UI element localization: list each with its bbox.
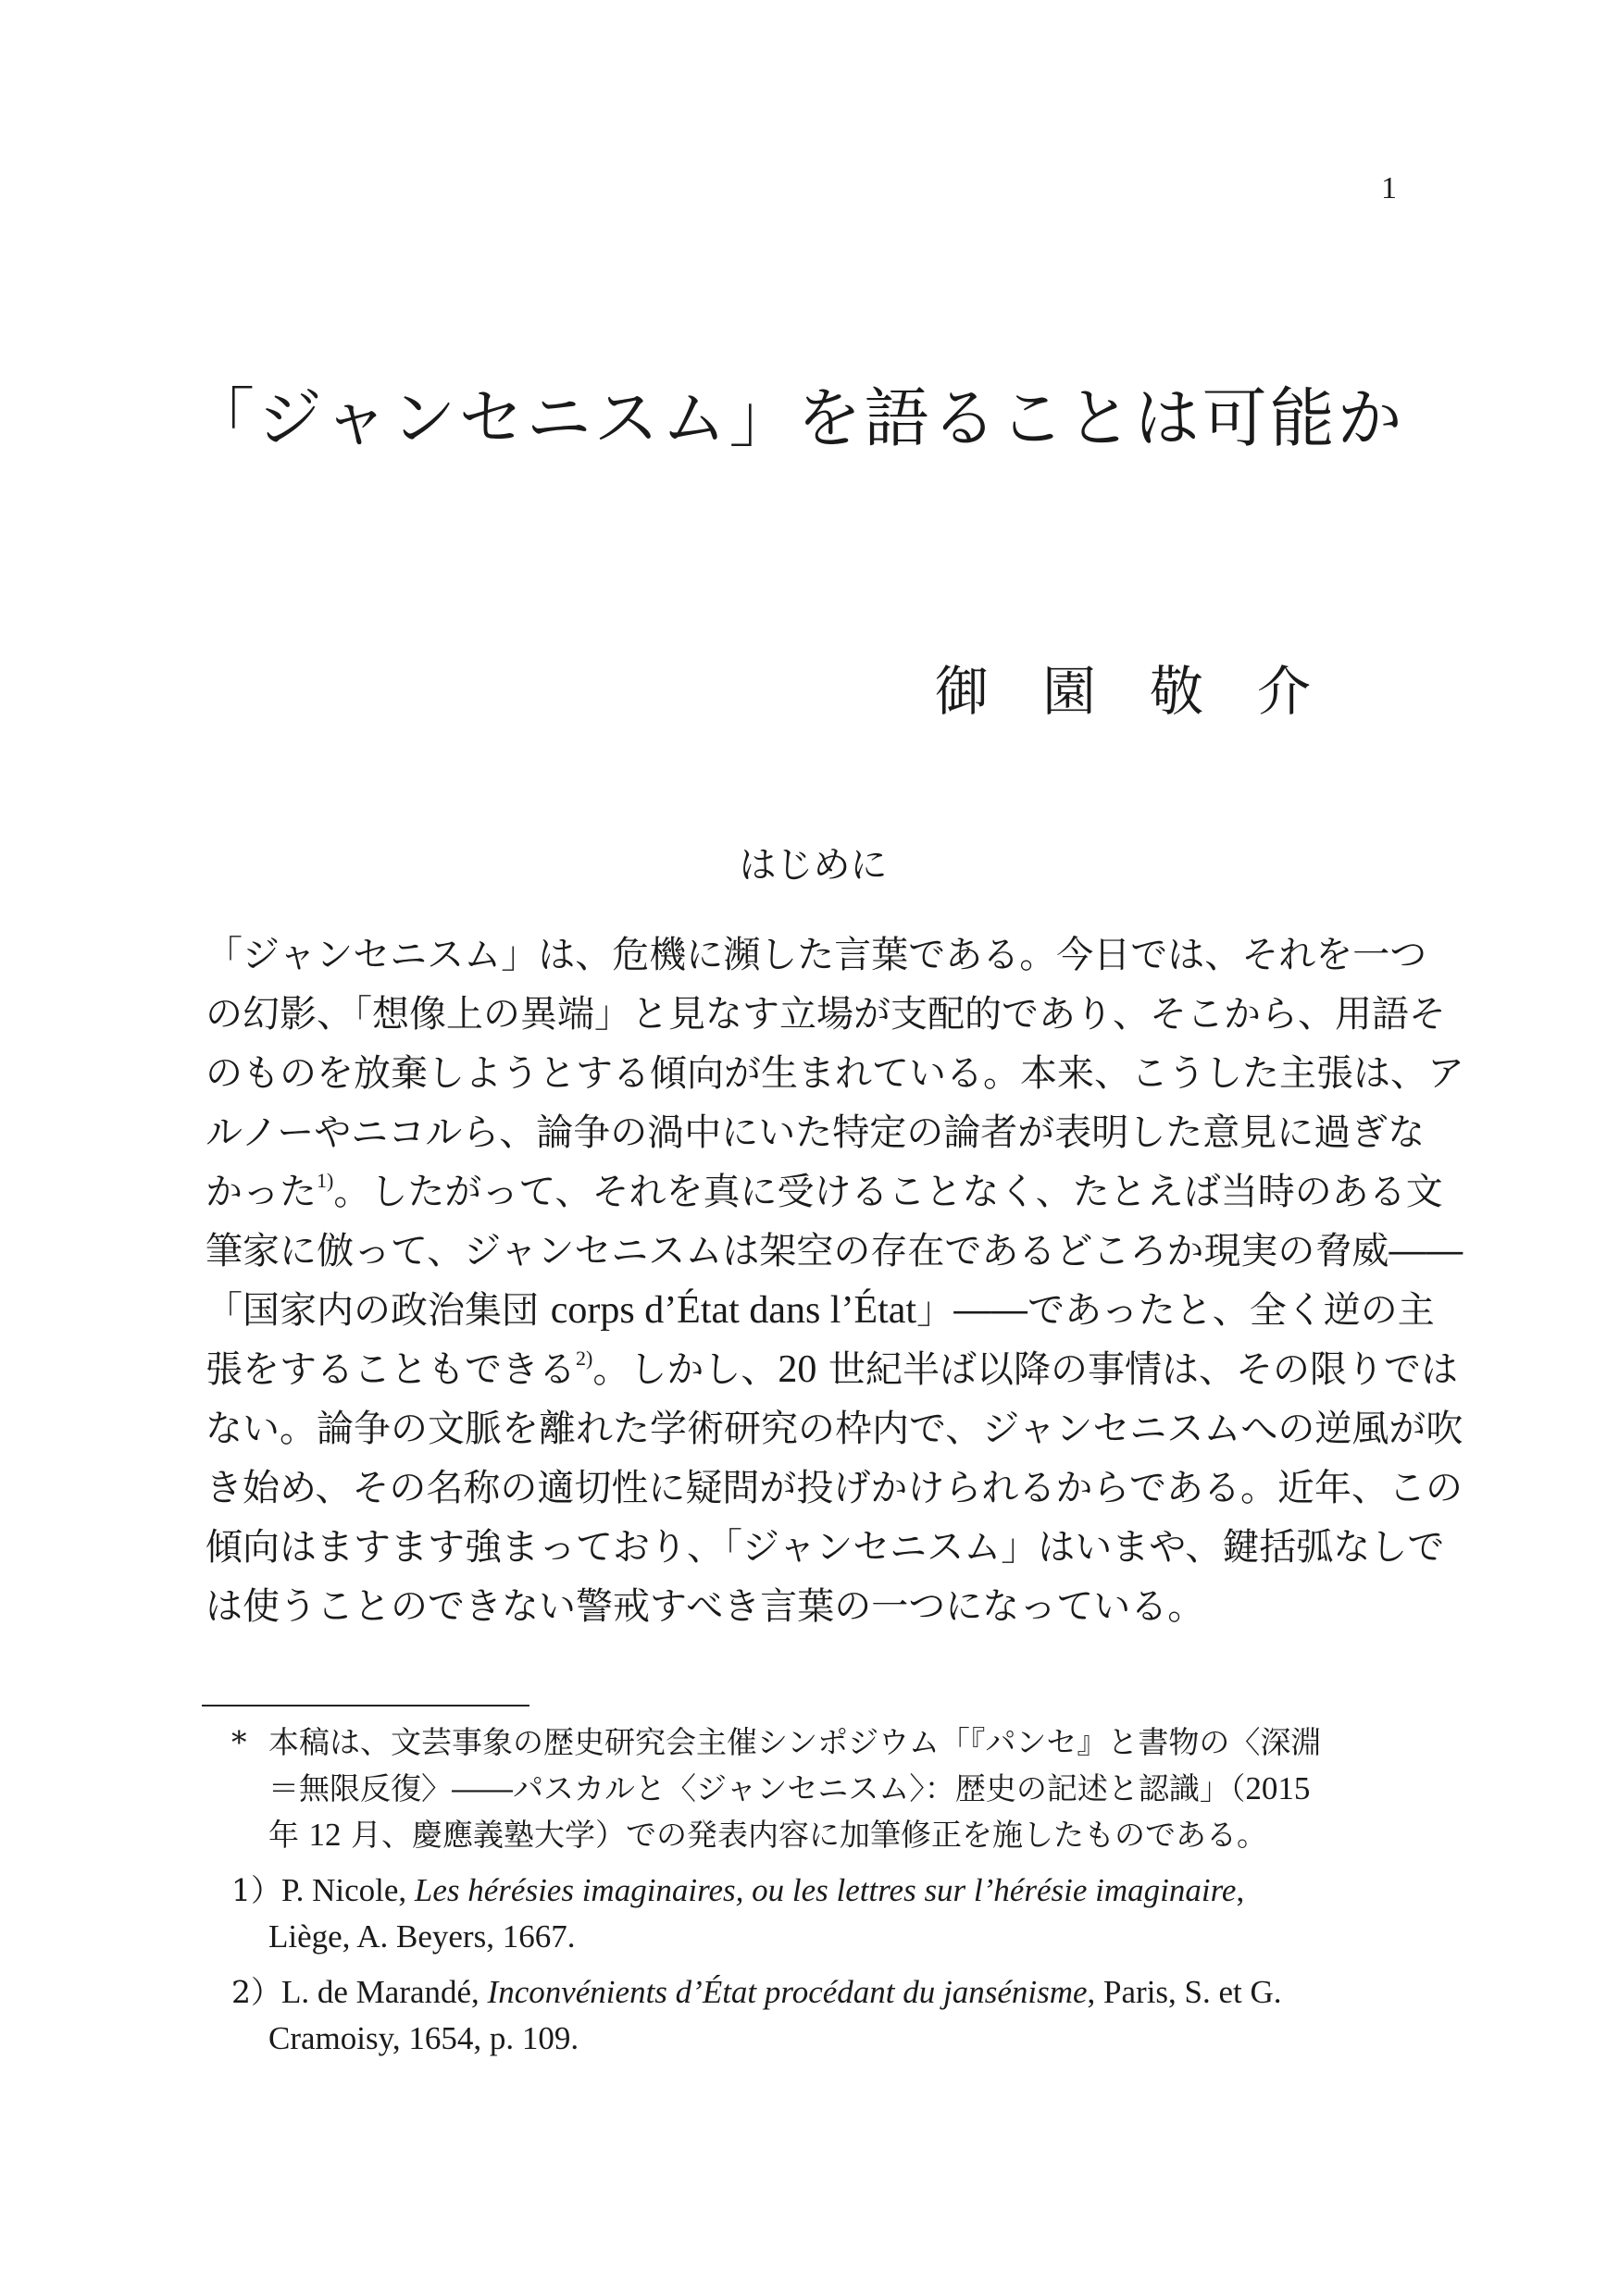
reference-author: P. Nicole, xyxy=(281,1872,415,1908)
author-name: 御園敬介 xyxy=(935,660,1365,723)
footnote-2-mark: 2） xyxy=(231,1974,281,2010)
footnote-star-mark: * xyxy=(231,1724,247,1760)
body-text-segment: 「国家内の政治集団 xyxy=(205,1289,551,1332)
footnote-line: 本稿は、文芸事象の歴史研究会主催シンポジウム「『パンセ』と書物の〈深淵 xyxy=(268,1724,1322,1760)
body-text-segment: 。したがって、それを真に受けることなく、たとえば当時のある文 xyxy=(333,1171,1443,1213)
footnote-month: 12 xyxy=(308,1817,342,1853)
reference-punct: , xyxy=(1236,1872,1245,1908)
body-line: は使うことのできない警戒すべき言葉の一つになっている。 xyxy=(205,1585,1205,1628)
body-line: のものを放棄しようとする傾向が生まれている。本来、こうした主張は、ア xyxy=(205,1052,1464,1095)
footnote-1-mark: 1） xyxy=(231,1872,281,1908)
body-line: 傾向はますます強まっており、「ジャンセニスム」はいまや、鍵括弧なしで xyxy=(205,1526,1445,1569)
footnote-line xyxy=(231,1969,1420,2016)
footnote-line xyxy=(231,2016,1420,2062)
section-heading: はじめに xyxy=(739,844,888,887)
footnote-line xyxy=(268,1812,1420,1858)
footnote-line xyxy=(231,1868,1420,1914)
article-title: 「ジャンセニスム」を語ることは可能か xyxy=(190,380,1405,456)
footnote-year: 2015 xyxy=(1245,1770,1311,1806)
page-number: 1 xyxy=(1381,171,1397,205)
footnote-text-segment: 月、慶應義塾大学）での発表内容に加筆修正を施したものである。 xyxy=(341,1817,1267,1853)
reference-title: Inconvénients d’État procédant du jansénisme xyxy=(487,1974,1088,2010)
reference-author: L. de Marandé, xyxy=(281,1974,488,2010)
body-text-segment: 世紀半ば以降の事情は、その限りでは xyxy=(816,1348,1459,1391)
body-text-segment: 張をすることもできる xyxy=(205,1348,576,1391)
reference-publisher: , Paris, S. et G. xyxy=(1087,1974,1282,2010)
body-text-segment: 」――であったと、全く逆の主 xyxy=(916,1289,1435,1332)
footnote-ref-2[interactable]: 2) xyxy=(576,1347,593,1370)
body-line: 筆家に倣って、ジャンセニスムは架空の存在であるどころか現実の脅威―― xyxy=(205,1230,1463,1272)
century-number: 20 xyxy=(778,1348,817,1391)
body-line: 「ジャンセニスム」は、危機に瀕した言葉である。今日では、それを一つ xyxy=(205,934,1427,976)
footnote-line xyxy=(268,1766,1420,1812)
latin-phrase: corps d’État dans l’État xyxy=(550,1289,917,1332)
footnote-text-segment: ＝無限反復〉――パスカルと〈ジャンセニスム〉：歴史の記述と認識」（ xyxy=(268,1770,1246,1806)
footnote-line xyxy=(231,1914,1420,1960)
body-paragraph xyxy=(205,925,1464,1636)
body-line: ない。論争の文脈を離れた学術研究の枠内で、ジャンセニスムへの逆風が吹 xyxy=(205,1408,1463,1450)
footnote-ref-1[interactable]: 1) xyxy=(317,1169,334,1192)
body-line xyxy=(205,1281,1435,1340)
body-line xyxy=(205,1162,1443,1222)
reference-publisher: Cramoisy, 1654, p. 109. xyxy=(268,2020,579,2056)
body-line: ルノーやニコルら、論争の渦中にいた特定の論者が表明した意見に過ぎな xyxy=(205,1111,1426,1154)
body-line xyxy=(205,1340,1459,1399)
footnote-star xyxy=(231,1719,1420,1858)
footnote-text-segment: 年 xyxy=(268,1817,309,1853)
body-text-segment: 。しかし、 xyxy=(592,1348,778,1391)
footnote-divider xyxy=(202,1705,529,1706)
reference-publisher: Liège, A. Beyers, 1667. xyxy=(268,1918,576,1955)
reference-title: Les hérésies imaginaires, ou les lettres sur l’hérésie imaginaire xyxy=(414,1872,1237,1908)
body-line: の幻影、「想像上の異端」と見なす立場が支配的であり、そこから、用語そ xyxy=(205,993,1446,1036)
footnote-1 xyxy=(231,1868,1420,1960)
footnote-2 xyxy=(231,1969,1420,2062)
body-text-segment: かった xyxy=(205,1171,317,1213)
body-line: き始め、その名称の適切性に疑問が投げかけられるからである。近年、この xyxy=(205,1467,1463,1509)
footnotes xyxy=(231,1719,1420,2071)
